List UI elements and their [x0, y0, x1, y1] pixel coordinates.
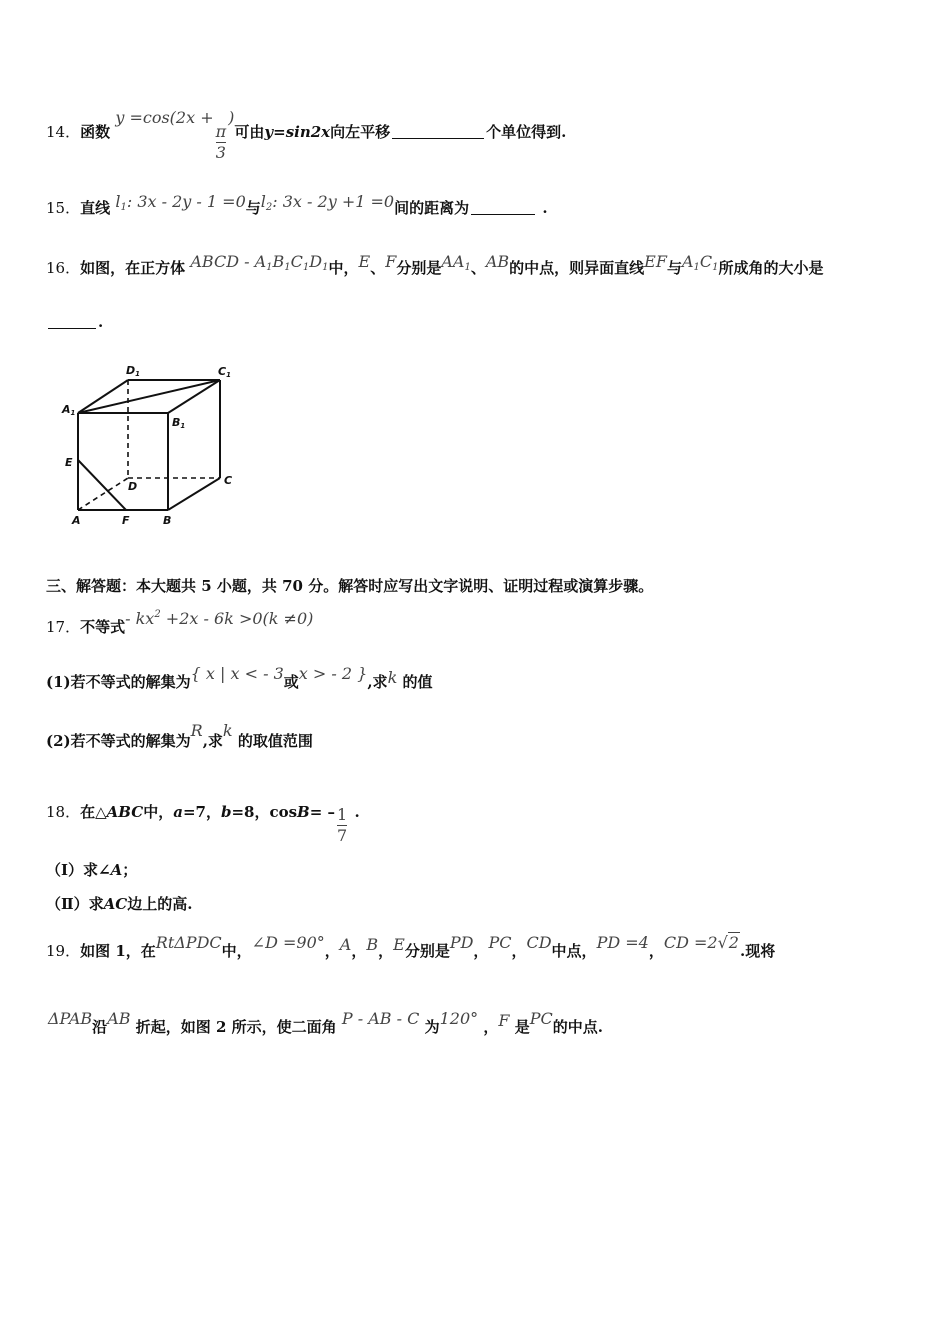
label-E: E [65, 456, 73, 469]
cube-figure [58, 360, 248, 535]
q19-text4: 中点， [551, 942, 597, 960]
q18-number: 18． [46, 803, 81, 821]
q19-PAB: ΔPAB [48, 1009, 93, 1028]
label-D1: D1 [126, 364, 141, 378]
q16-sep: 、 [370, 259, 386, 277]
q16-cube-name [190, 252, 328, 271]
q17-p1-set2: x > - 2 } [298, 664, 368, 683]
q16-cube-a: ABCD - A [190, 252, 267, 271]
q19-line [46, 933, 776, 961]
q14-text2: 可由 [234, 123, 265, 141]
q16-text2: 中， [328, 259, 359, 277]
q16-sub5: 1 [464, 262, 471, 273]
q17-p1-set1: { x | x < - 3 [190, 664, 284, 683]
q19-E: E [393, 935, 405, 954]
label-A1: A1 [62, 403, 76, 417]
q15-answer-blank[interactable] [471, 213, 535, 215]
q15-text3: 间的距离为 [394, 199, 470, 217]
q19-CD-val: CD =2√2 [663, 933, 739, 952]
q15-l1: l [115, 192, 121, 211]
q17-p2-R: R [190, 721, 203, 740]
q14-text4: 个单位得到. [486, 123, 567, 141]
q18-p1-text: （Ⅰ）求∠ [46, 861, 111, 879]
cube-edges [78, 380, 220, 510]
q19-dihedral: P - AB - C [341, 1009, 420, 1028]
q18-p1-A: A [110, 861, 123, 879]
q17-inequality [125, 609, 313, 628]
q16-cube-c: C [290, 252, 303, 271]
q17-p1-k: k [387, 668, 398, 687]
q16-AA1 [441, 252, 470, 271]
q16-cube-d: D [309, 252, 323, 271]
q19-l2-comma: ， [483, 1018, 499, 1036]
q18-fraction [337, 805, 347, 846]
q19-l2-AB: AB [107, 1009, 131, 1028]
q18-text: 在△ [80, 803, 107, 821]
q19-text: 如图 1，在 [80, 942, 156, 960]
q14-text3: 向左平移 [330, 123, 391, 141]
q16-C: C [699, 252, 713, 271]
q19-F: F [498, 1011, 510, 1030]
q19-comma3: ， [378, 942, 394, 960]
label-C1: C1 [218, 365, 231, 379]
q14-fraction [216, 122, 227, 163]
q17-ineq-b: +2x - 6k >0(k ≠0) [160, 609, 314, 628]
q19-PD-val: PD =4 [596, 933, 649, 952]
q16-sub6: 1 [693, 262, 700, 273]
q14-func: y=sin2x [264, 123, 331, 141]
q19-CD: CD [526, 933, 552, 952]
q17-text: 不等式 [80, 618, 126, 636]
q16-AA: AA [441, 252, 465, 271]
q19-text2: 中， [221, 942, 252, 960]
q16-line [46, 252, 824, 284]
q19-sqrt: 2 [728, 933, 739, 952]
q15-line [46, 192, 548, 224]
q15-period: . [542, 199, 548, 217]
q18-p2-AC: AC [103, 895, 128, 913]
label-A: A [72, 514, 81, 527]
q15-line2-eq [261, 192, 394, 211]
q16-text6: 所成角的大小是 [718, 259, 824, 277]
q17-ineq-a: - kx [125, 609, 155, 628]
q17-p1-text: (1)若不等式的解集为 [46, 673, 191, 691]
q19-line2 [46, 1009, 603, 1037]
q19-text3: 分别是 [404, 942, 450, 960]
q19-l2-text: 沿 [92, 1018, 108, 1036]
label-B1: B1 [172, 416, 186, 430]
q19-PC: PC [488, 933, 512, 952]
q19-120: 120° [439, 1009, 479, 1028]
q14-frac-den: 3 [215, 143, 226, 162]
q17-number: 17． [46, 618, 81, 636]
q18-eq: = – [309, 803, 336, 821]
q19-CD-val-a: CD =2 [663, 933, 718, 952]
q19-PD: PD [449, 933, 474, 952]
q16-number: 16． [46, 259, 81, 277]
q18-frac-den: 7 [337, 826, 348, 845]
q17-p2-text: (2)若不等式的解集为 [46, 732, 191, 750]
q18-ABC: ABC [106, 803, 144, 821]
q16-text5: 与 [666, 259, 682, 277]
q14-line [46, 108, 567, 177]
q19-comma4: ， [473, 942, 489, 960]
q16-cube-b: B [272, 252, 285, 271]
q16-sub1: 1 [266, 262, 273, 273]
q19-comma2: ， [351, 942, 367, 960]
q16-period: . [98, 313, 104, 331]
label-F: F [122, 514, 130, 527]
q19-l2-text3: 为 [424, 1018, 440, 1036]
q15-line1-eq [115, 192, 245, 211]
q17-part2 [46, 721, 313, 751]
q19-B: B [366, 935, 379, 954]
q17-sup: 2 [154, 609, 161, 620]
q19-number: 19． [46, 942, 81, 960]
q19-comma6: ， [648, 942, 664, 960]
q18-b: b [220, 803, 232, 821]
q18-period: . [354, 803, 360, 821]
q16-AB: AB [485, 252, 510, 271]
label-C: C [224, 474, 233, 487]
q19-l2-text4: 是 [514, 1018, 530, 1036]
q18-frac-num: 1 [337, 805, 348, 824]
q18-text2: 中， [143, 803, 174, 821]
q16-sub4: 1 [322, 262, 329, 273]
q14-frac-num: π [215, 122, 227, 141]
q17-p2-text2: ,求 [202, 732, 223, 750]
q16-text4: 的中点，则异面直线 [509, 259, 645, 277]
q19-comma5: ， [511, 942, 527, 960]
q15-l2-sub: 2 [265, 202, 273, 213]
q14-number: 14． [46, 123, 81, 141]
q16-F: F [385, 252, 397, 271]
q16-sub2: 1 [284, 262, 291, 273]
q15-l1-sub: 1 [120, 202, 127, 213]
q16-A1C1 [682, 252, 719, 271]
q15-text2: 与 [245, 199, 261, 217]
q19-l2-text2: 折起，如图 2 所示，使二面角 [135, 1018, 337, 1036]
q15-l1-body: : 3x - 2y - 1 =0 [126, 192, 246, 211]
q18-b-val: =8，cos [231, 803, 298, 821]
q19-triangle: RtΔPDC [155, 933, 222, 952]
q18-B: B [297, 803, 310, 821]
q19-A: A [339, 935, 352, 954]
q18-line [46, 802, 360, 846]
q15-text: 直线 [80, 199, 111, 217]
q15-l2: l [260, 192, 266, 211]
q17-p1-or: 或 [283, 673, 299, 691]
q19-text5: .现将 [739, 942, 776, 960]
q16-A: A [681, 252, 694, 271]
q19-l2-PC: PC [529, 1009, 553, 1028]
q18-a: a [173, 803, 183, 821]
q17-p2-text3: 的取值范围 [237, 732, 313, 750]
q18-p1-end: ； [122, 861, 138, 879]
q16-sub7: 1 [712, 262, 719, 273]
q16-sep2: 、 [470, 259, 486, 277]
q19-comma1: ， [324, 942, 340, 960]
q16-EF: EF [644, 252, 667, 271]
q17-part1 [46, 664, 433, 692]
q18-p2-text: （Ⅱ）求 [46, 895, 104, 913]
q16-sub3: 1 [302, 262, 310, 273]
section3-heading: 三、解答题：本大题共 5 小题，共 70 分。解答时应写出文字说明、证明过程或演算步骤。 [46, 577, 654, 595]
q18-p2-end: 边上的高. [127, 895, 193, 913]
q14-formula [115, 108, 235, 162]
q14-text: 函数 [80, 123, 111, 141]
q17-line [46, 609, 314, 637]
q17-p1-text3: 的值 [402, 673, 433, 691]
q19-angle: ∠D =90° [251, 933, 325, 952]
q14-formula-right: ) [228, 108, 235, 127]
q19-l2-text5: 的中点. [552, 1018, 603, 1036]
q15-number: 15． [46, 199, 81, 217]
q16-text: 如图，在正方体 [80, 259, 186, 277]
q18-part1 [46, 860, 137, 880]
q17-p1-text2: ,求 [367, 673, 388, 691]
q18-a-val: =7， [182, 803, 221, 821]
q14-formula-left: y =cos(2x + [115, 108, 214, 127]
q14-answer-blank[interactable] [392, 137, 484, 139]
q15-l2-body: : 3x - 2y +1 =0 [272, 192, 395, 211]
label-D: D [128, 480, 138, 493]
q18-part2 [46, 894, 192, 914]
q16-text3: 分别是 [396, 259, 442, 277]
label-B: B [163, 514, 172, 527]
q16-line2 [46, 312, 103, 332]
q16-answer-blank[interactable] [48, 327, 96, 329]
q17-p2-k: k [222, 721, 233, 740]
q16-E: E [358, 252, 371, 271]
